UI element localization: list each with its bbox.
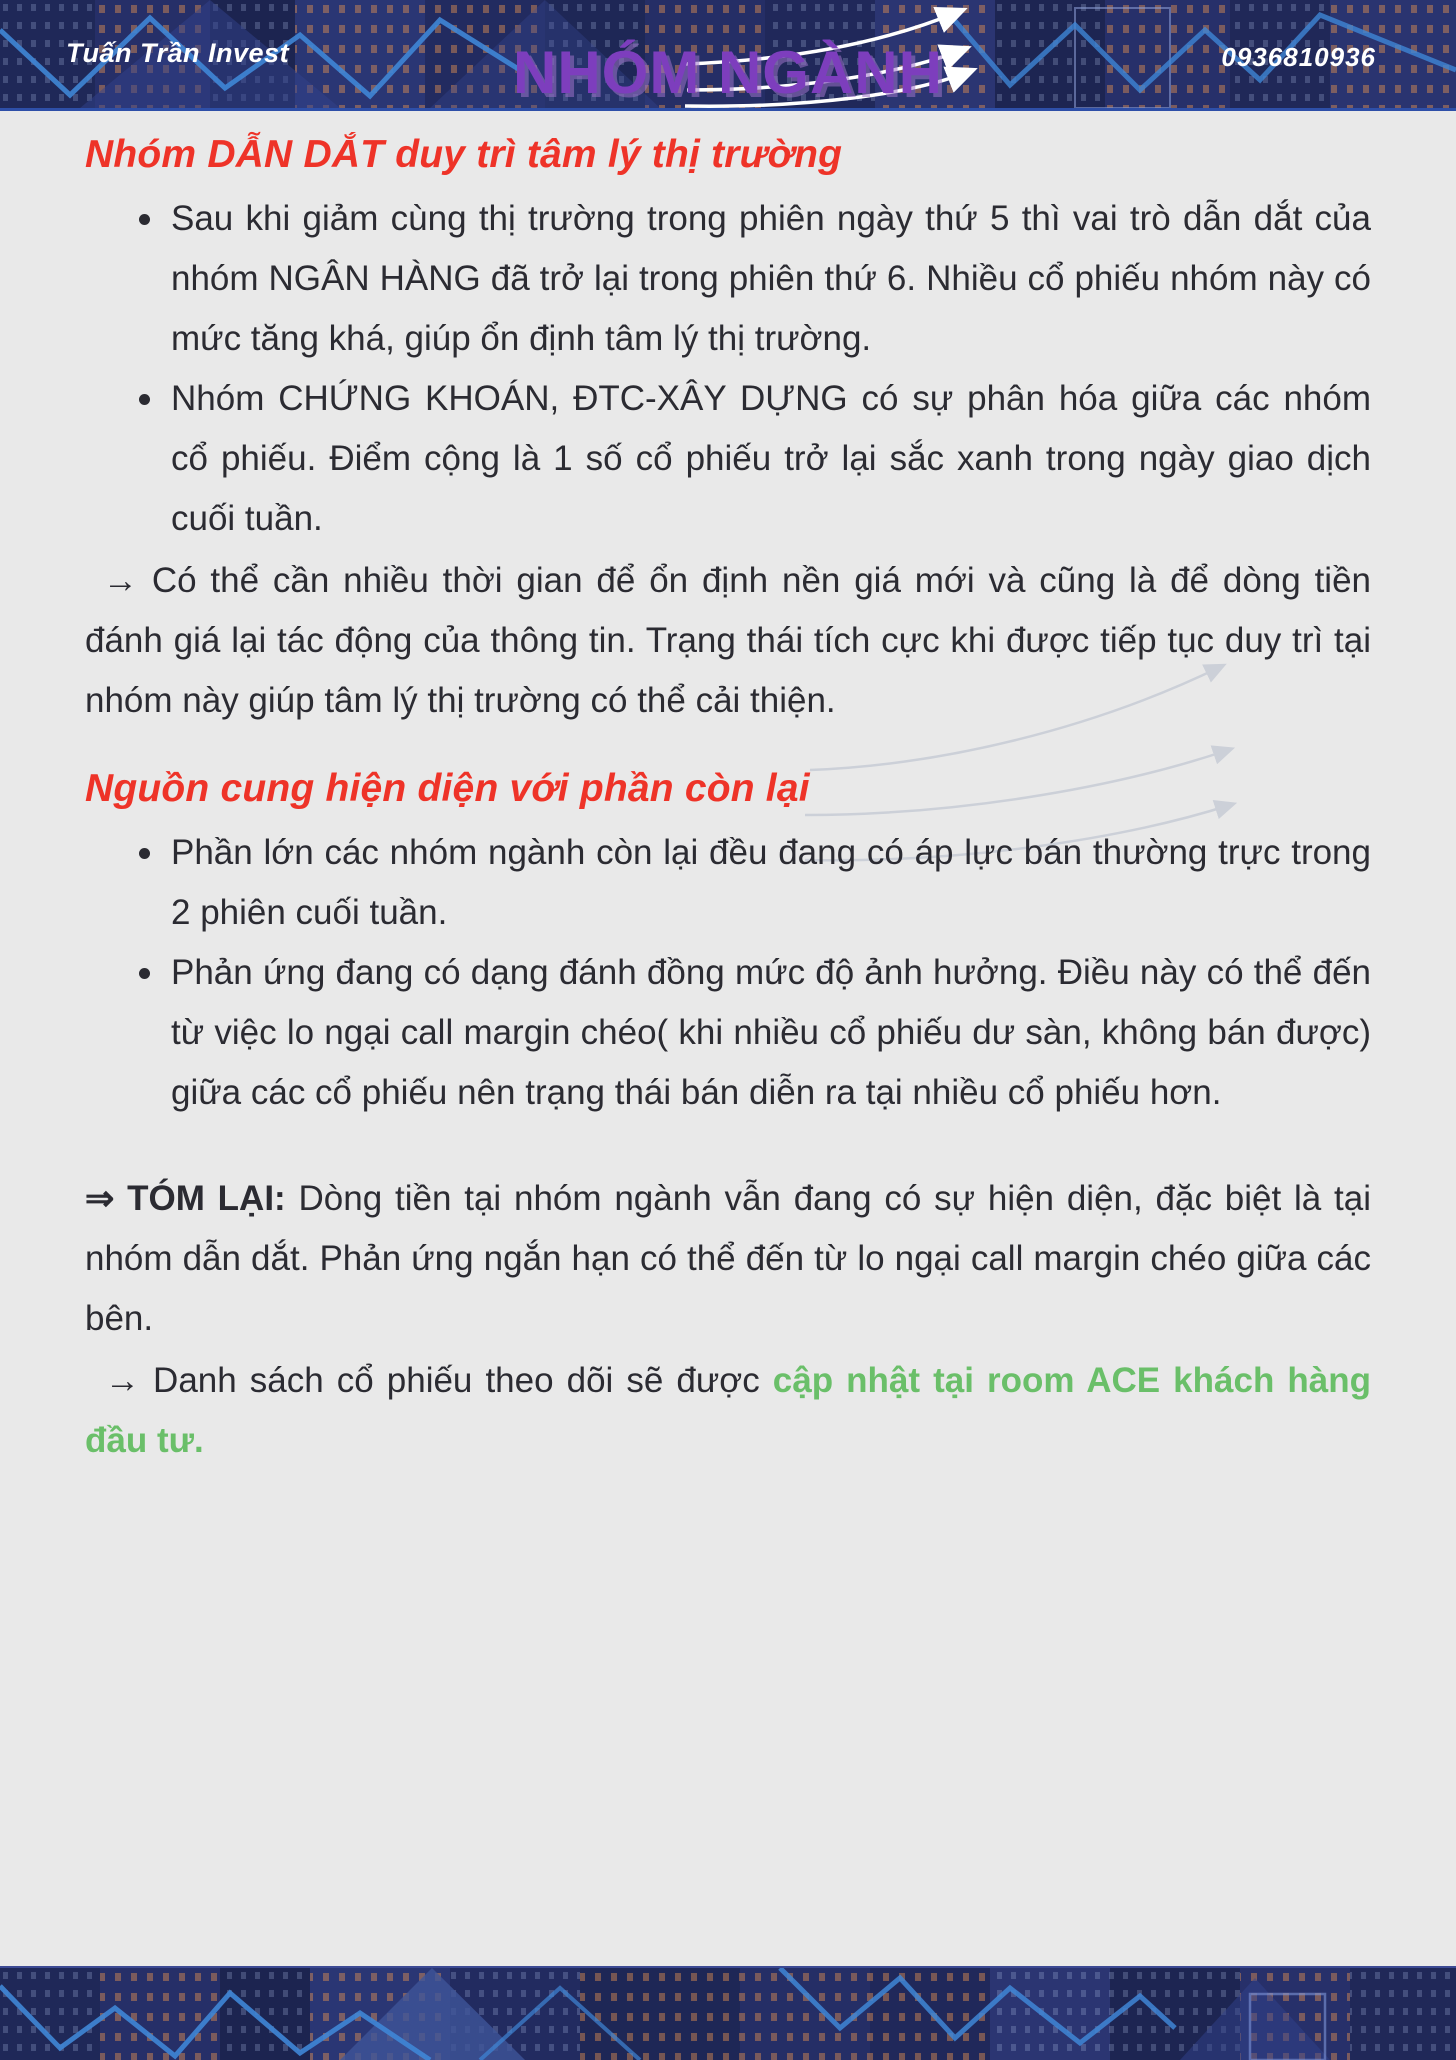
report-body xyxy=(0,38,1456,1471)
summary-paragraph xyxy=(85,1169,1371,1349)
summary-lead: ⇒ TÓM LẠI: xyxy=(85,1179,286,1218)
phone-number: 0936810936 xyxy=(1221,42,1376,72)
footer-banner xyxy=(0,1966,1456,2060)
summary-text: Dòng tiền tại nhóm ngành vẫn đang có sự hiện diện, đặc biệt là tại nhóm dẫn dắt. Phản ứng ngắn hạn có thể đến từ lo ngại call margin chéo giữa các bên. xyxy=(85,1179,1371,1338)
bullet-item: Phản ứng đang có dạng đánh đồng mức độ ảnh hưởng. Điều này có thể đến từ việc lo ngại call margin chéo( khi nhiều cổ phiếu dư sàn, không bán được) giữa các cổ phiếu nên trạng thái bán diễn ra tại nhiều cổ phiếu hơn. xyxy=(137,943,1371,1123)
bullet-item: Nhóm CHỨNG KHOÁN, ĐTC-XÂY DỰNG có sự phân hóa giữa các nhóm cổ phiếu. Điểm cộng là 1 số cổ phiếu trở lại sắc xanh trong ngày giao dịch cuối tuần. xyxy=(137,369,1371,549)
bullet-item: Sau khi giảm cùng thị trường trong phiên ngày thứ 5 thì vai trò dẫn dắt của nhóm NGÂN HÀNG đã trở lại trong phiên thứ 6. Nhiều cổ phiếu nhóm này có mức tăng khá, giúp ổn định tâm lý thị trường. xyxy=(137,189,1371,369)
bullet-item: Phần lớn các nhóm ngành còn lại đều đang có áp lực bán thường trực trong 2 phiên cuối tuần. xyxy=(137,823,1371,943)
leaders-bullet-list xyxy=(85,189,1371,549)
follow-paragraph xyxy=(85,1351,1371,1471)
cityscape-footer-graphic xyxy=(0,1968,1456,2060)
brand-text: Tuấn Trần Invest xyxy=(66,38,290,68)
highlight-text: cập nhật tại room ACE khách hàng đầu tư. xyxy=(85,1361,1371,1460)
follow-prefix: → Danh sách cổ phiếu theo dõi sẽ được xyxy=(105,1361,773,1400)
page-title: NHÓM NGÀNH xyxy=(513,39,943,106)
note-paragraph: → Có thể cần nhiều thời gian để ổn định nền giá mới và cũng là để dòng tiền đánh giá lại tác động của thông tin. Trạng thái tích cực khi được tiếp tục duy trì tại nhóm này giúp tâm lý thị trường có thể cải thiện. xyxy=(85,561,1371,720)
section-heading-leaders: Nhóm DẪN DẮT duy trì tâm lý thị trường xyxy=(85,133,843,176)
section-heading-supply: Nguồn cung hiện diện với phần còn lại xyxy=(85,767,810,810)
supply-bullet-list xyxy=(85,823,1371,1123)
